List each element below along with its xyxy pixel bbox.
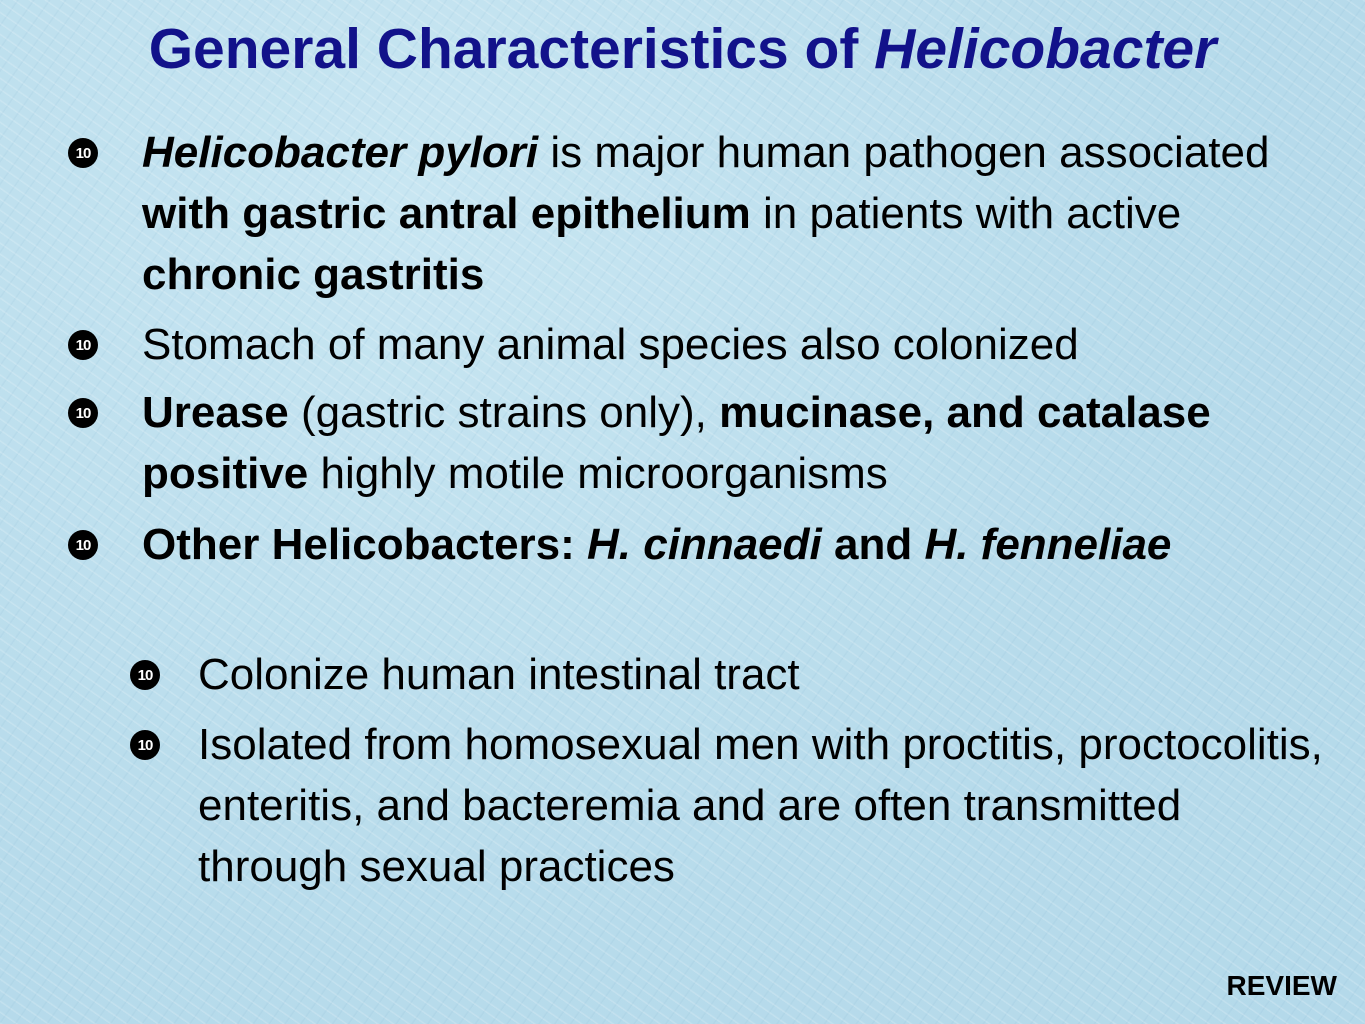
numbered-bullet-icon: 10 — [68, 530, 98, 560]
sub-bullet-colonize — [130, 644, 1330, 705]
bullet-text: Stomach of many animal species also colonized — [142, 320, 1079, 369]
species-name: H. cinnaedi — [587, 520, 822, 569]
emphasis-text: and — [821, 520, 925, 569]
species-name: H. fenneliae — [924, 520, 1172, 569]
bullet-text — [142, 382, 1328, 504]
text-segment: in patients with active — [750, 189, 1182, 238]
emphasis-text: with gastric antral epithelium — [142, 189, 751, 238]
bullet-text — [142, 122, 1328, 305]
emphasis-text: Other Helicobacters: — [142, 520, 588, 569]
numbered-bullet-icon: 10 — [130, 660, 160, 690]
title-genus: Helicobacter — [874, 17, 1217, 81]
bullet-animal-species — [68, 314, 1328, 375]
bullet-h-pylori — [68, 122, 1328, 305]
bullet-text — [142, 514, 1328, 575]
text-segment: highly motile microorganisms — [308, 449, 888, 498]
numbered-bullet-icon: 10 — [130, 730, 160, 760]
review-label[interactable]: REVIEW — [1226, 970, 1337, 1001]
text-segment: is major human pathogen associated — [538, 128, 1270, 177]
numbered-bullet-icon: 10 — [68, 138, 98, 168]
text-segment: (gastric strains only), — [288, 388, 720, 437]
emphasis-text: Urease — [142, 388, 289, 437]
sub-bullet-text: Isolated from homosexual men with proctitis, proctocolitis, enteritis, and bacteremia and are often transmitted through sexual practices — [198, 720, 1323, 891]
emphasis-text: chronic gastritis — [142, 250, 485, 299]
sub-bullet-isolated — [130, 714, 1330, 897]
bullet-other-helicobacters — [68, 514, 1328, 575]
emphasis-text: mucinase, and catalase positive — [142, 388, 1211, 498]
numbered-bullet-icon: 10 — [68, 330, 98, 360]
title-text: General Characteristics of — [148, 17, 875, 81]
sub-bullet-text: Colonize human intestinal tract — [198, 650, 800, 699]
slide-title — [0, 14, 1365, 84]
numbered-bullet-icon: 10 — [68, 398, 98, 428]
species-name: Helicobacter pylori — [142, 128, 539, 177]
bullet-urease — [68, 382, 1328, 504]
